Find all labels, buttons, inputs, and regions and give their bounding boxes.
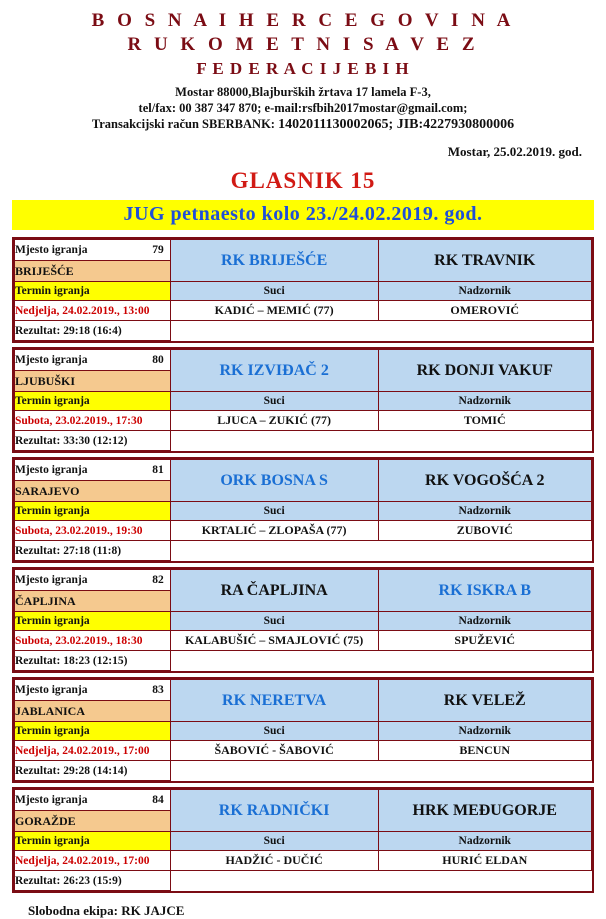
- referees-header: Suci: [170, 612, 378, 631]
- venue-label-cell: [15, 460, 171, 481]
- result-spacer: [378, 871, 592, 891]
- home-team: ORK BOSNA S: [170, 460, 378, 502]
- match-block: [12, 347, 594, 453]
- result-value: Rezultat: 18:23 (12:15): [15, 651, 171, 671]
- result-value: Rezultat: 29:28 (14:14): [15, 761, 171, 781]
- referees-header: Suci: [170, 832, 378, 851]
- venue-label: Mjesto igranja: [15, 464, 88, 476]
- venue-city: GORAŽDE: [15, 811, 171, 832]
- venue-city: BRIJEŠĆE: [15, 261, 171, 282]
- term-label: Termin igranja: [15, 722, 171, 741]
- result-spacer: [378, 431, 592, 451]
- venue-label: Mjesto igranja: [15, 354, 88, 366]
- home-team: RK IZVIĐAČ 2: [170, 350, 378, 392]
- venue-city: LJUBUŠKI: [15, 371, 171, 392]
- page-title: GLASNIK 15: [230, 168, 376, 193]
- supervisor-header: Nadzornik: [378, 282, 592, 301]
- venue-label: Mjesto igranja: [15, 794, 88, 806]
- venue-label: Mjesto igranja: [15, 244, 88, 256]
- supervisor-value: BENCUN: [378, 741, 592, 761]
- referees-value: KADIĆ – MEMIĆ (77): [170, 301, 378, 321]
- home-team: RK RADNIČKI: [170, 790, 378, 832]
- result-value: Rezultat: 27:18 (11:8): [15, 541, 171, 561]
- match-block: [12, 237, 594, 343]
- term-label: Termin igranja: [15, 502, 171, 521]
- contact-line: tel/fax: 00 387 347 870; e-mail:rsfbih2017mostar@gmail.com;: [138, 101, 468, 115]
- address-line: Mostar 88000,Blajburških žrtava 17 lamela F-3,: [175, 85, 431, 99]
- result-spacer: [170, 761, 378, 781]
- supervisor-header: Nadzornik: [378, 502, 592, 521]
- bank-numbers: 1402011130002065; JIB:4227930800006: [278, 117, 515, 132]
- match-block: [12, 787, 594, 893]
- home-team: RK NERETVA: [170, 680, 378, 722]
- supervisor-header: Nadzornik: [378, 392, 592, 411]
- result-spacer: [170, 651, 378, 671]
- venue-label-cell: [15, 350, 171, 371]
- result-spacer: [378, 761, 592, 781]
- referees-header: Suci: [170, 392, 378, 411]
- supervisor-value: TOMIĆ: [378, 411, 592, 431]
- venue-label-cell: [15, 790, 171, 811]
- bank-line: [0, 117, 606, 132]
- header-line-country: B O S N A I H E R C E G O V I N A: [91, 10, 515, 31]
- supervisor-value: OMEROVIĆ: [378, 301, 592, 321]
- term-value: Nedjelja, 24.02.2019., 13:00: [15, 301, 171, 321]
- free-team-note: Slobodna ekipa: RK JAJCE: [28, 903, 185, 918]
- supervisor-header: Nadzornik: [378, 832, 592, 851]
- result-value: Rezultat: 26:23 (15:9): [15, 871, 171, 891]
- term-value: Nedjelja, 24.02.2019., 17:00: [15, 851, 171, 871]
- venue-city: SARAJEVO: [15, 481, 171, 502]
- referees-value: ŠABOVIĆ - ŠABOVIĆ: [170, 741, 378, 761]
- away-team: RK DONJI VAKUF: [378, 350, 592, 392]
- away-team: RK VELEŽ: [378, 680, 592, 722]
- result-spacer: [170, 321, 378, 341]
- term-label: Termin igranja: [15, 832, 171, 851]
- referees-header: Suci: [170, 282, 378, 301]
- result-value: Rezultat: 33:30 (12:12): [15, 431, 171, 451]
- header-line-subtitle: F E D E R A C I J E B I H: [196, 59, 410, 78]
- match-block: [12, 567, 594, 673]
- result-spacer: [170, 431, 378, 451]
- result-spacer: [170, 871, 378, 891]
- term-value: Subota, 23.02.2019., 17:30: [15, 411, 171, 431]
- referees-value: KRTALIĆ – ZLOPAŠA (77): [170, 521, 378, 541]
- term-label: Termin igranja: [15, 392, 171, 411]
- supervisor-value: SPUŽEVIĆ: [378, 631, 592, 651]
- result-spacer: [170, 541, 378, 561]
- referees-header: Suci: [170, 722, 378, 741]
- result-value: Rezultat: 29:18 (16:4): [15, 321, 171, 341]
- document-header: [0, 0, 606, 132]
- venue-city: ČAPLJINA: [15, 591, 171, 612]
- away-team: RK VOGOŠĆA 2: [378, 460, 592, 502]
- venue-number: 80: [152, 354, 164, 366]
- venue-label-cell: [15, 680, 171, 701]
- result-spacer: [378, 541, 592, 561]
- away-team: RK TRAVNIK: [378, 240, 592, 282]
- venue-label-cell: [15, 240, 171, 261]
- referees-value: LJUCA – ZUKIĆ (77): [170, 411, 378, 431]
- referees-header: Suci: [170, 502, 378, 521]
- venue-number: 83: [152, 684, 164, 696]
- venue-number: 79: [152, 244, 164, 256]
- supervisor-value: HURIĆ ELDAN: [378, 851, 592, 871]
- matches-list: [12, 237, 594, 893]
- venue-city: JABLANICA: [15, 701, 171, 722]
- supervisor-header: Nadzornik: [378, 612, 592, 631]
- header-line-federation: R U K O M E T N I S A V E Z: [127, 34, 479, 55]
- match-block: [12, 457, 594, 563]
- term-label: Termin igranja: [15, 282, 171, 301]
- term-label: Termin igranja: [15, 612, 171, 631]
- venue-number: 81: [152, 464, 164, 476]
- header-address-block: [0, 85, 606, 132]
- supervisor-header: Nadzornik: [378, 722, 592, 741]
- round-title-bar: JUG petnaesto kolo 23./24.02.2019. god.: [12, 200, 594, 230]
- venue-number: 84: [152, 794, 164, 806]
- term-value: Nedjelja, 24.02.2019., 17:00: [15, 741, 171, 761]
- home-team: RK BRIJEŠĆE: [170, 240, 378, 282]
- term-value: Subota, 23.02.2019., 18:30: [15, 631, 171, 651]
- bank-label: Transakcijski račun SBERBANK:: [91, 117, 275, 131]
- venue-label: Mjesto igranja: [15, 574, 88, 586]
- supervisor-value: ZUBOVIĆ: [378, 521, 592, 541]
- referees-value: KALABUŠIĆ – SMAJLOVIĆ (75): [170, 631, 378, 651]
- referees-value: HADŽIĆ - DUČIĆ: [170, 851, 378, 871]
- venue-label-cell: [15, 570, 171, 591]
- result-spacer: [378, 321, 592, 341]
- match-block: [12, 677, 594, 783]
- venue-label: Mjesto igranja: [15, 684, 88, 696]
- home-team: RA ČAPLJINA: [170, 570, 378, 612]
- away-team: HRK MEĐUGORJE: [378, 790, 592, 832]
- place-date: Mostar, 25.02.2019. god.: [447, 144, 582, 159]
- venue-number: 82: [152, 574, 164, 586]
- result-spacer: [378, 651, 592, 671]
- term-value: Subota, 23.02.2019., 19:30: [15, 521, 171, 541]
- away-team: RK ISKRA B: [378, 570, 592, 612]
